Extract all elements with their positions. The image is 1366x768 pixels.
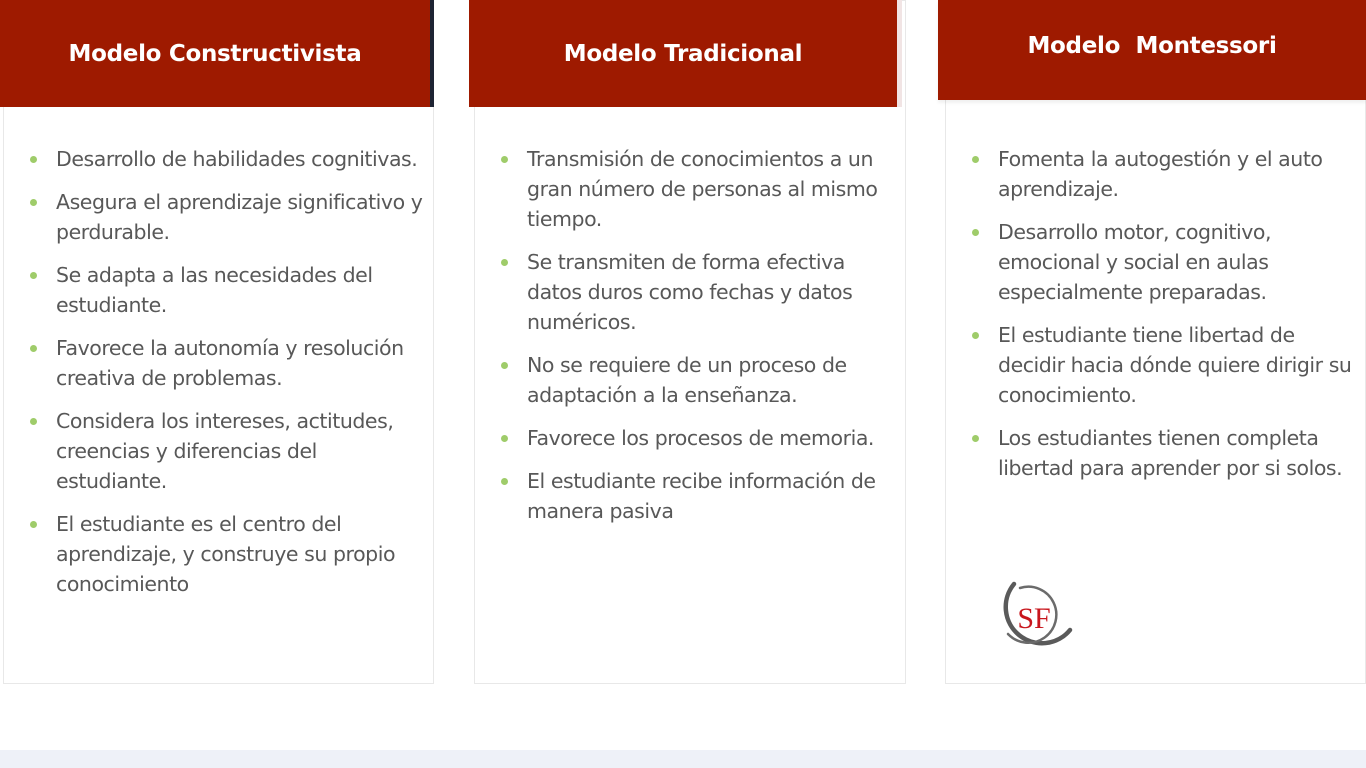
bullet-dot-icon <box>30 521 37 528</box>
bullet-dot-icon <box>501 435 508 442</box>
list-tradicional <box>500 144 896 539</box>
sf-logo-icon <box>990 578 1078 654</box>
list-item: Fomenta la autogestión y el auto aprendizaje. <box>971 144 1363 204</box>
bullet-dot-icon <box>972 435 979 442</box>
list-item: Desarrollo de habilidades cognitivas. <box>29 144 429 174</box>
list-item: Desarrollo motor, cognitivo, emocional y social en aulas especialmente preparadas. <box>971 217 1363 307</box>
sf-logo-text: SF <box>1017 602 1051 635</box>
bullet-dot-icon <box>30 345 37 352</box>
list-item: No se requiere de un proceso de adaptación a la enseñanza. <box>500 350 896 410</box>
list-item: Favorece la autonomía y resolución creativa de problemas. <box>29 333 429 393</box>
bullet-dot-icon <box>972 156 979 163</box>
list-item: Transmisión de conocimientos a un gran número de personas al mismo tiempo. <box>500 144 896 234</box>
header-constructivista <box>0 0 434 107</box>
bullet-dot-icon <box>972 332 979 339</box>
list-item: Se transmiten de forma efectiva datos duros como fechas y datos numéricos. <box>500 247 896 337</box>
list-item: El estudiante es el centro del aprendizaje, y construye su propio conocimiento <box>29 509 429 599</box>
bullet-dot-icon <box>501 478 508 485</box>
bullet-dot-icon <box>30 272 37 279</box>
bullet-dot-icon <box>30 418 37 425</box>
list-item: Se adapta a las necesidades del estudiante. <box>29 260 429 320</box>
list-item: Favorece los procesos de memoria. <box>500 423 896 453</box>
list-montessori <box>971 144 1363 496</box>
bullet-dot-icon <box>972 229 979 236</box>
list-item: Considera los intereses, actitudes, creencias y diferencias del estudiante. <box>29 406 429 496</box>
bullet-dot-icon <box>30 156 37 163</box>
list-item: El estudiante recibe información de manera pasiva <box>500 466 896 526</box>
header-tradicional <box>469 0 897 107</box>
list-constructivista <box>29 144 429 612</box>
title-tradicional: Modelo Tradicional <box>563 40 803 67</box>
header-montessori <box>938 0 1366 100</box>
title-montessori: Modelo Montessori <box>1027 33 1277 59</box>
list-item: El estudiante tiene libertad de decidir hacia dónde quiere dirigir su conocimiento. <box>971 320 1363 410</box>
bullet-dot-icon <box>501 362 508 369</box>
title-constructivista: Modelo Constructivista <box>68 40 362 67</box>
footer-band <box>0 750 1366 768</box>
bullet-dot-icon <box>30 199 37 206</box>
bullet-dot-icon <box>501 156 508 163</box>
bullet-dot-icon <box>501 259 508 266</box>
list-item: Los estudiantes tienen completa libertad para aprender por si solos. <box>971 423 1363 483</box>
list-item: Asegura el aprendizaje significativo y perdurable. <box>29 187 429 247</box>
